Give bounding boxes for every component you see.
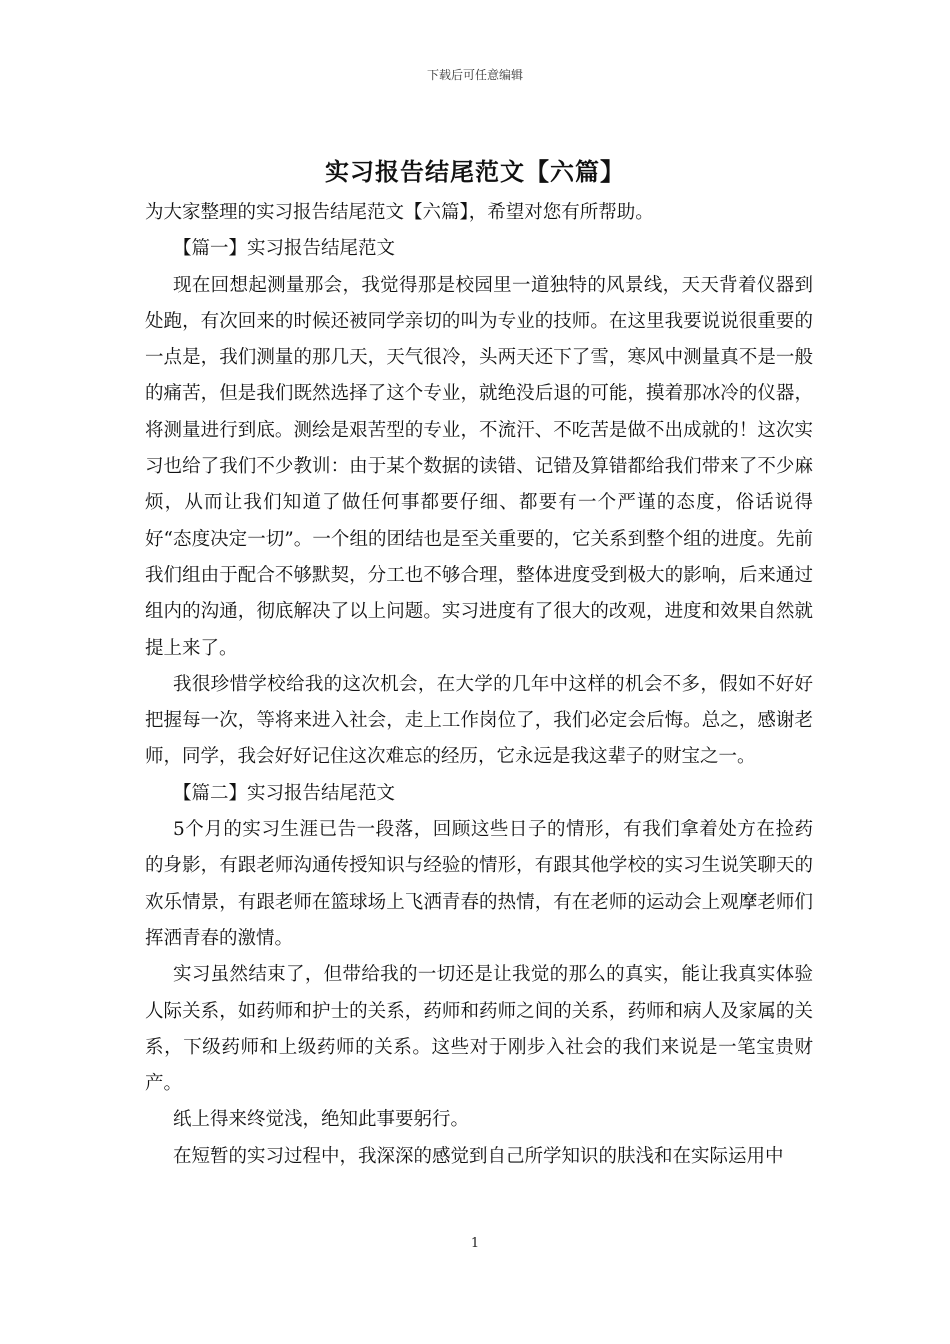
- intro-paragraph: 为大家整理的实习报告结尾范文【六篇】，希望对您有所帮助。: [145, 202, 654, 223]
- section2-paragraph-1: 5个月的实习生涯已告一段落，回顾这些日子的情形，有我们拿着处方在捡药的身影，有跟老师沟通传授知识与经验的情形，有跟其他学校的实习生说笑聊天的欢乐情景，有跟老师在篮球场上飞洒青春的热情，有在老师的运动会上观摩老师们挥洒青春的激情。: [145, 819, 813, 949]
- section-heading-2: 【篇二】实习报告结尾范文: [173, 782, 396, 804]
- section1-paragraph-1: 现在回想起测量那会，我觉得那是校园里一道独特的风景线，天天背着仪器到处跑，有次回来的时候还被同学亲切的叫为专业的技师。在这里我要说说很重要的一点是，我们测量的那几天，天气很冷，头两天还下了雪，寒风中测量真不是一般的痛苦，但是我们既然选择了这个专业，就绝没后退的可能，摸着那冰冷的仪器，将测量进行到底。测绘是艰苦型的专业，不流汗、不吃苦是做不出成就的！这次实习也给了我们不少教训：由于某个数据的读错、记错及算错都给我们带来了不少麻烦，从而让我们知道了做任何事都要仔细、都要有一个严谨的态度，俗话说得好“态度决定一切”。一个组的团结也是至关重要的，它关系到整个组的进度。先前我们组由于配合不够默契，分工也不够合理，整体进度受到极大的影响，后来通过组内的沟通，彻底解决了以上问题。实习进度有了很大的改观，进度和效果自然就提上来了。: [145, 274, 813, 659]
- page-number: 1: [470, 1236, 480, 1251]
- page-header: 下载后可任意编辑: [426, 68, 523, 82]
- section2-paragraph-2: 实习虽然结束了，但带给我的一切还是让我觉的那么的真实，能让我真实体验人际关系，如药师和护士的关系，药师和药师之间的关系，药师和病人及家属的关系，下级药师和上级药师的关系。这些对于刚步入社会的我们来说是一笔宝贵财产。: [145, 964, 813, 1095]
- section1-paragraph-2: 我很珍惜学校给我的这次机会，在大学的几年中这样的机会不多，假如不好好把握每一次，等将来进入社会，走上工作岗位了，我们必定会后悔。总之，感谢老师，同学，我会好好记住这次难忘的经历，它永远是我这辈子的财宝之一。: [145, 673, 813, 768]
- section-heading-1: 【篇一】实习报告结尾范文: [173, 238, 396, 260]
- document-body: [145, 195, 813, 1175]
- section2-paragraph-3: 纸上得来终觉浅，绝知此事要躬行。: [173, 1109, 470, 1131]
- document-title: 实习报告结尾范文【六篇】: [325, 157, 625, 186]
- section2-paragraph-4: 在短暂的实习过程中，我深深的感觉到自己所学知识的肤浅和在实际运用中: [173, 1145, 784, 1167]
